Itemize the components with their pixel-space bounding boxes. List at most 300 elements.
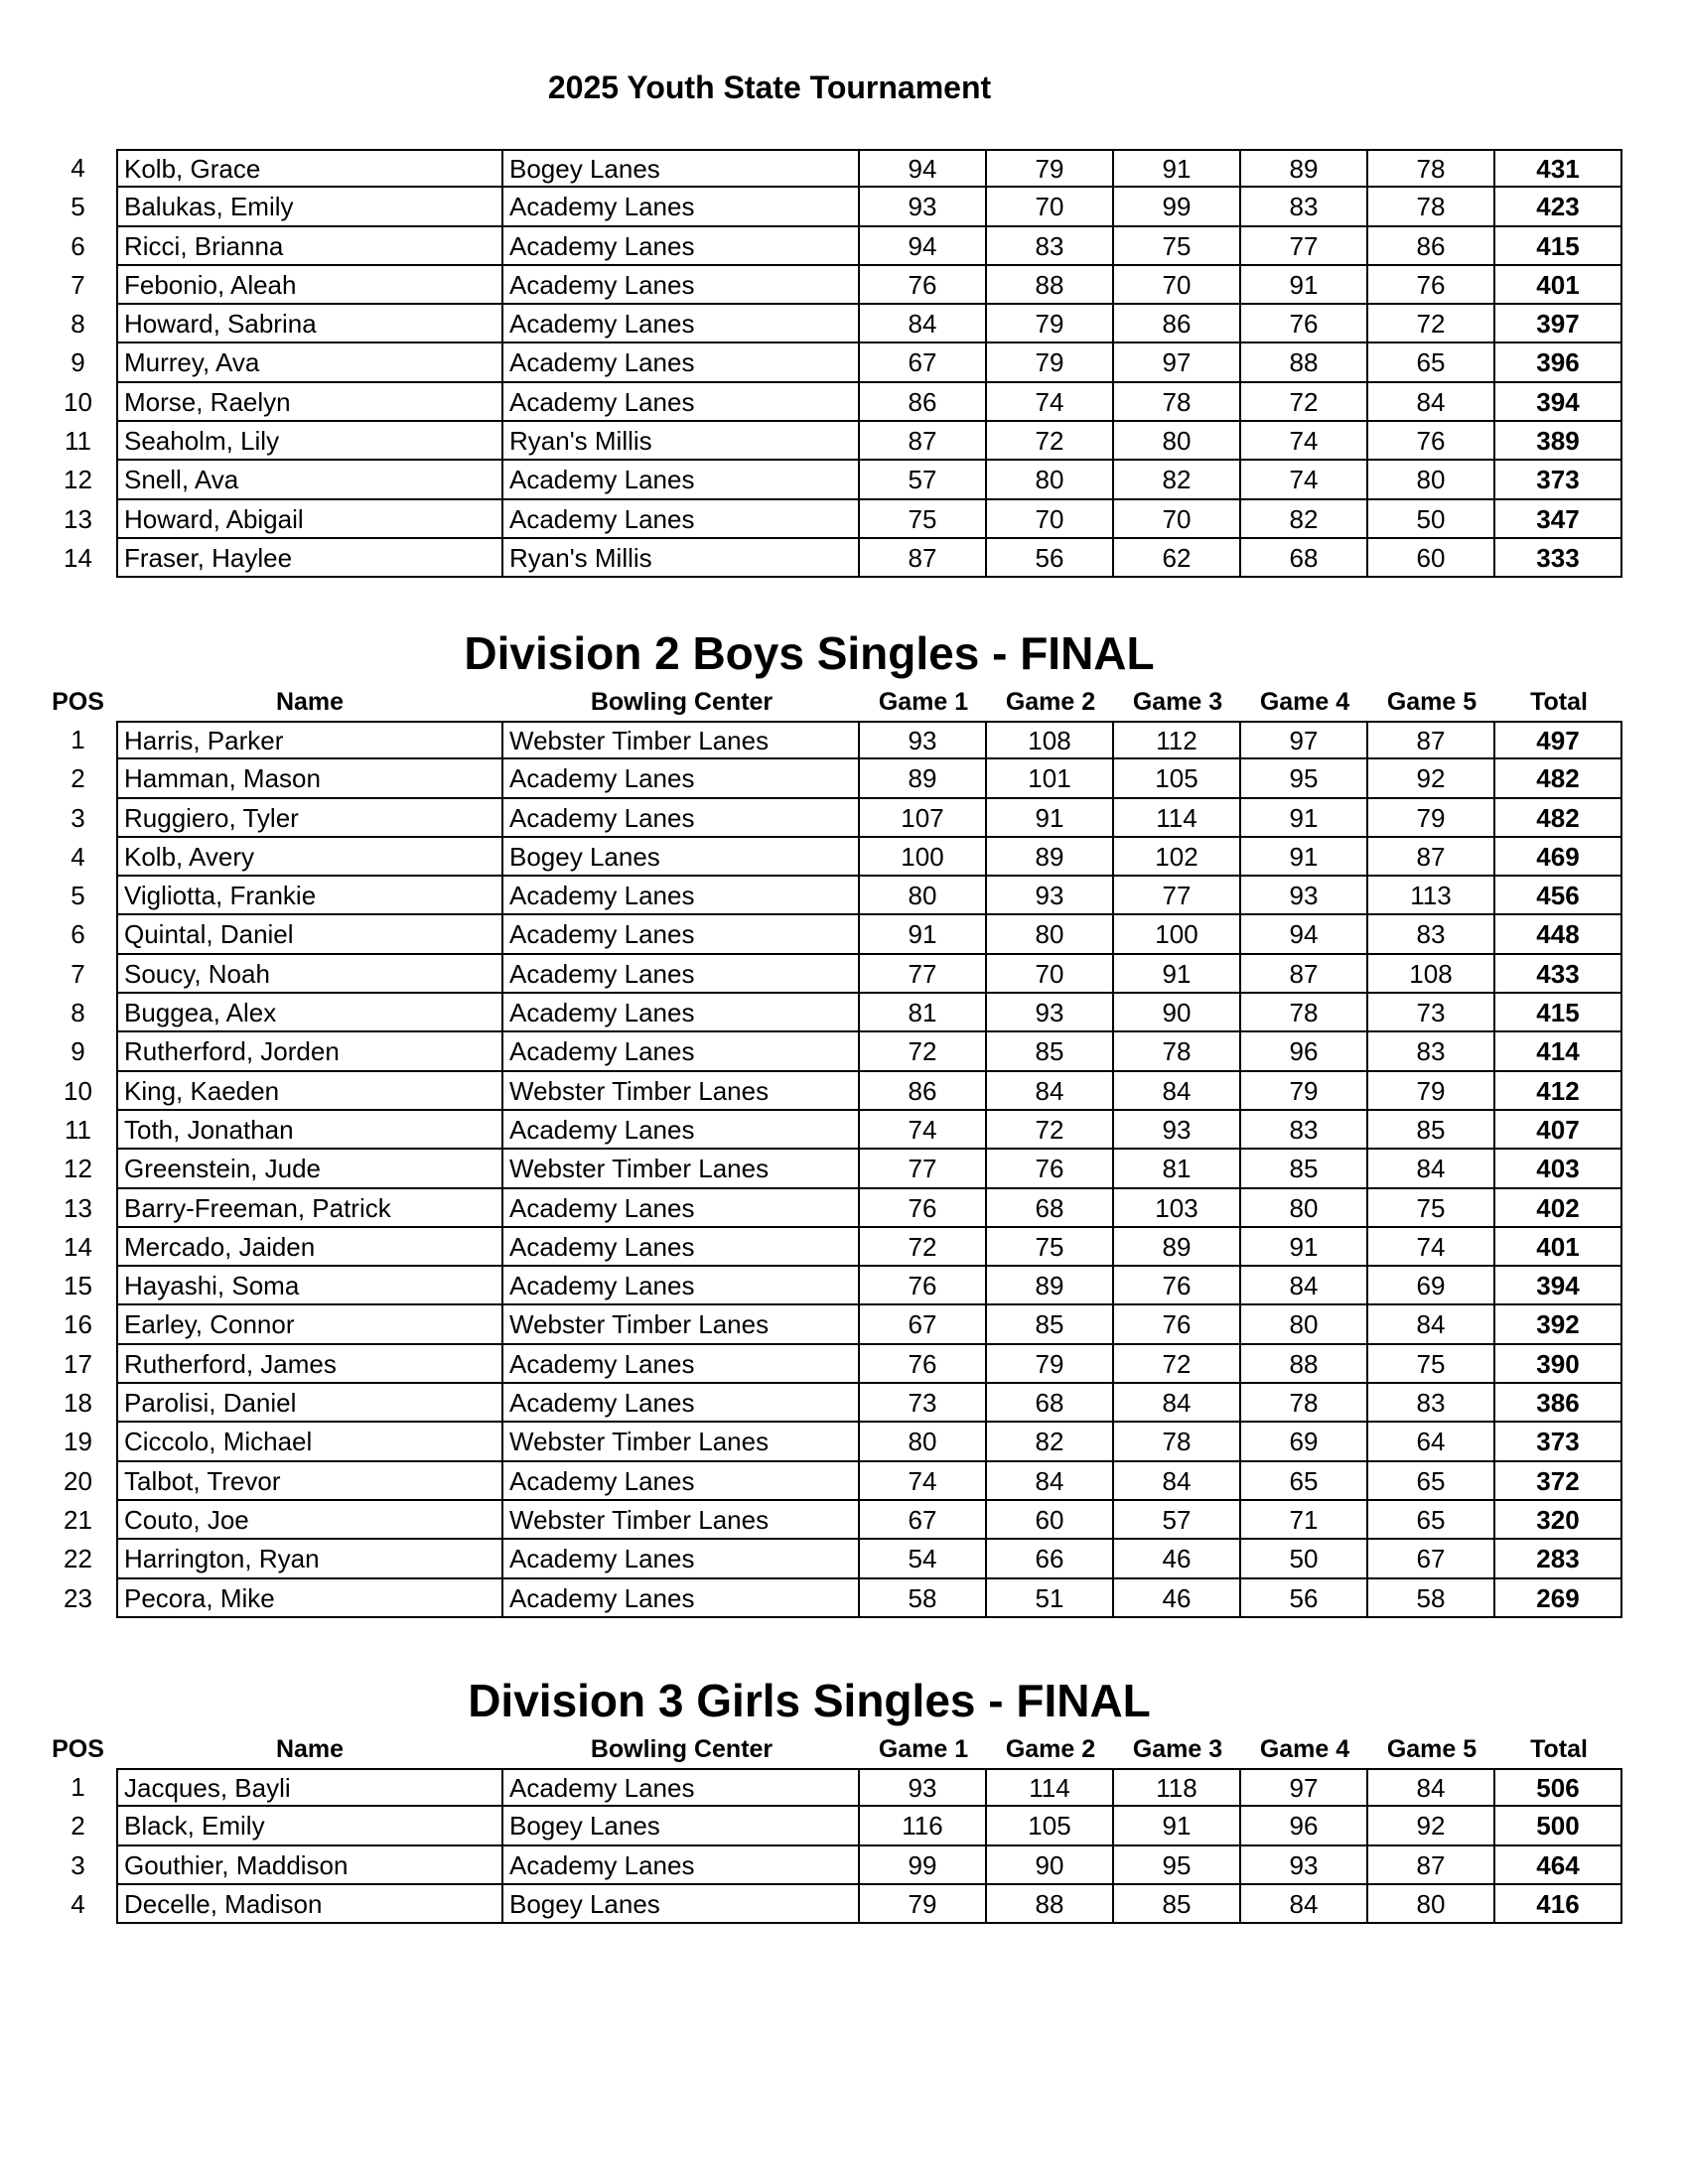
pos-cell: 21 — [64, 1504, 92, 1535]
name-cell: Jacques, Bayli — [116, 1768, 503, 1807]
header-name: Name — [275, 688, 345, 716]
game-4-cell: 87 — [1241, 955, 1368, 994]
pos-cell: 6 — [70, 230, 85, 261]
table-row — [40, 1384, 1628, 1423]
total-cell: 372 — [1495, 1462, 1622, 1501]
game-3-cell: 57 — [1114, 1501, 1241, 1540]
page-title: 2025 Youth State Tournament — [547, 69, 992, 105]
game-4-cell: 88 — [1241, 1345, 1368, 1384]
game-5-cell: 84 — [1368, 383, 1495, 422]
game-2-cell: 83 — [987, 227, 1114, 266]
table-row — [40, 799, 1628, 838]
game-3-cell: 78 — [1114, 1032, 1241, 1071]
game-3-cell: 46 — [1114, 1540, 1241, 1578]
game-2-cell: 89 — [987, 1267, 1114, 1305]
name-cell: Ciccolo, Michael — [116, 1423, 503, 1461]
table-row — [40, 461, 1628, 499]
name-cell: Soucy, Noah — [116, 955, 503, 994]
header-total: Total — [1530, 688, 1588, 716]
game-4-cell: 94 — [1241, 915, 1368, 954]
bowling-center-cell: Academy Lanes — [503, 1384, 860, 1423]
total-cell: 386 — [1495, 1384, 1622, 1423]
bowling-center-cell: Academy Lanes — [503, 1228, 860, 1267]
game-1-cell: 80 — [860, 1423, 987, 1461]
pos-cell: 19 — [64, 1427, 92, 1457]
table-row — [40, 149, 1628, 188]
game-2-cell: 90 — [987, 1846, 1114, 1885]
name-cell: Murrey, Ava — [116, 343, 503, 382]
game-3-cell: 84 — [1114, 1462, 1241, 1501]
total-cell: 415 — [1495, 994, 1622, 1032]
game-2-cell: 51 — [987, 1579, 1114, 1618]
game-4-cell: 78 — [1241, 1384, 1368, 1423]
game-5-cell: 64 — [1368, 1423, 1495, 1461]
game-1-cell: 74 — [860, 1462, 987, 1501]
table-row — [40, 422, 1628, 461]
game-2-cell: 70 — [987, 955, 1114, 994]
game-3-cell: 118 — [1114, 1768, 1241, 1807]
header-game-2: Game 2 — [1005, 1735, 1096, 1763]
game-1-cell: 89 — [860, 759, 987, 798]
game-2-cell: 74 — [987, 383, 1114, 422]
header-game-1: Game 1 — [878, 688, 969, 716]
game-4-cell: 71 — [1241, 1501, 1368, 1540]
game-5-cell: 79 — [1368, 799, 1495, 838]
game-5-cell: 78 — [1368, 149, 1495, 188]
total-cell: 416 — [1495, 1885, 1622, 1924]
table-row — [40, 955, 1628, 994]
name-cell: Harrington, Ryan — [116, 1540, 503, 1578]
bowling-center-cell: Academy Lanes — [503, 188, 860, 226]
game-5-cell: 108 — [1368, 955, 1495, 994]
game-3-cell: 70 — [1114, 500, 1241, 539]
name-cell: Quintal, Daniel — [116, 915, 503, 954]
game-1-cell: 81 — [860, 994, 987, 1032]
game-4-cell: 89 — [1241, 149, 1368, 188]
section-title: Division 2 Boys Singles - FINAL — [464, 627, 1155, 679]
game-3-cell: 89 — [1114, 1228, 1241, 1267]
pos-cell: 14 — [64, 542, 92, 573]
pos-cell: 6 — [70, 919, 85, 950]
name-cell: Rutherford, Jorden — [116, 1032, 503, 1071]
bowling-center-cell: Academy Lanes — [503, 1846, 860, 1885]
game-1-cell: 67 — [860, 343, 987, 382]
total-cell: 414 — [1495, 1032, 1622, 1071]
name-cell: Decelle, Madison — [116, 1885, 503, 1924]
total-cell: 390 — [1495, 1345, 1622, 1384]
game-5-cell: 65 — [1368, 343, 1495, 382]
game-4-cell: 96 — [1241, 1032, 1368, 1071]
name-cell: Hamman, Mason — [116, 759, 503, 798]
game-1-cell: 80 — [860, 877, 987, 915]
game-4-cell: 76 — [1241, 305, 1368, 343]
division-2-boys-singles-section — [40, 623, 1628, 1618]
total-cell: 423 — [1495, 188, 1622, 226]
game-1-cell: 67 — [860, 1305, 987, 1344]
game-5-cell: 80 — [1368, 1885, 1495, 1924]
game-5-cell: 50 — [1368, 500, 1495, 539]
table-row — [40, 838, 1628, 877]
game-5-cell: 69 — [1368, 1267, 1495, 1305]
bowling-center-cell: Webster Timber Lanes — [503, 1423, 860, 1461]
results-table — [40, 1768, 1628, 1924]
name-cell: Snell, Ava — [116, 461, 503, 499]
game-2-cell: 79 — [987, 149, 1114, 188]
table-row — [40, 1111, 1628, 1150]
total-cell: 347 — [1495, 500, 1622, 539]
name-cell: Buggea, Alex — [116, 994, 503, 1032]
game-2-cell: 72 — [987, 422, 1114, 461]
game-4-cell: 93 — [1241, 877, 1368, 915]
name-cell: Ruggiero, Tyler — [116, 799, 503, 838]
name-cell: Hayashi, Soma — [116, 1267, 503, 1305]
total-cell: 448 — [1495, 915, 1622, 954]
game-2-cell: 68 — [987, 1384, 1114, 1423]
game-2-cell: 76 — [987, 1150, 1114, 1188]
game-3-cell: 82 — [1114, 461, 1241, 499]
game-5-cell: 86 — [1368, 227, 1495, 266]
name-cell: Gouthier, Maddison — [116, 1846, 503, 1885]
bowling-center-cell: Bogey Lanes — [503, 1885, 860, 1924]
pos-cell: 4 — [70, 841, 85, 872]
game-5-cell: 87 — [1368, 838, 1495, 877]
game-2-cell: 80 — [987, 915, 1114, 954]
bowling-center-cell: Academy Lanes — [503, 1345, 860, 1384]
game-4-cell: 91 — [1241, 1228, 1368, 1267]
game-3-cell: 85 — [1114, 1885, 1241, 1924]
bowling-center-cell: Bogey Lanes — [503, 838, 860, 877]
total-cell: 396 — [1495, 343, 1622, 382]
game-2-cell: 70 — [987, 188, 1114, 226]
header-game-4: Game 4 — [1259, 688, 1350, 716]
total-cell: 403 — [1495, 1150, 1622, 1188]
header-bowling-center: Bowling Center — [590, 688, 774, 716]
game-3-cell: 99 — [1114, 188, 1241, 226]
game-1-cell: 67 — [860, 1501, 987, 1540]
pos-cell: 13 — [64, 1192, 92, 1223]
total-cell: 401 — [1495, 266, 1622, 305]
game-3-cell: 93 — [1114, 1111, 1241, 1150]
game-2-cell: 108 — [987, 721, 1114, 759]
game-5-cell: 58 — [1368, 1579, 1495, 1618]
total-cell: 482 — [1495, 759, 1622, 798]
game-4-cell: 84 — [1241, 1885, 1368, 1924]
game-4-cell: 79 — [1241, 1072, 1368, 1111]
table-row — [40, 721, 1628, 759]
total-cell: 269 — [1495, 1579, 1622, 1618]
table-row — [40, 1540, 1628, 1578]
game-4-cell: 69 — [1241, 1423, 1368, 1461]
game-5-cell: 78 — [1368, 188, 1495, 226]
total-cell: 394 — [1495, 1267, 1622, 1305]
name-cell: Talbot, Trevor — [116, 1462, 503, 1501]
game-5-cell: 72 — [1368, 305, 1495, 343]
table-row — [40, 227, 1628, 266]
pos-cell: 8 — [70, 998, 85, 1028]
table-row — [40, 1345, 1628, 1384]
division-3-girls-singles-section — [40, 1671, 1628, 1924]
game-3-cell: 114 — [1114, 799, 1241, 838]
total-cell: 482 — [1495, 799, 1622, 838]
header-game-4: Game 4 — [1259, 1735, 1350, 1763]
game-5-cell: 92 — [1368, 1807, 1495, 1845]
game-5-cell: 83 — [1368, 1384, 1495, 1423]
bowling-center-cell: Academy Lanes — [503, 383, 860, 422]
game-5-cell: 74 — [1368, 1228, 1495, 1267]
table-row — [40, 1228, 1628, 1267]
game-2-cell: 56 — [987, 539, 1114, 578]
name-cell: Seaholm, Lily — [116, 422, 503, 461]
game-2-cell: 84 — [987, 1462, 1114, 1501]
game-2-cell: 70 — [987, 500, 1114, 539]
game-3-cell: 62 — [1114, 539, 1241, 578]
name-cell: Kolb, Grace — [116, 149, 503, 188]
game-1-cell: 86 — [860, 1072, 987, 1111]
game-4-cell: 65 — [1241, 1462, 1368, 1501]
game-1-cell: 93 — [860, 188, 987, 226]
header-game-3: Game 3 — [1132, 688, 1223, 716]
game-5-cell: 84 — [1368, 1768, 1495, 1807]
game-4-cell: 91 — [1241, 838, 1368, 877]
game-2-cell: 79 — [987, 1345, 1114, 1384]
bowling-center-cell: Webster Timber Lanes — [503, 1305, 860, 1344]
game-1-cell: 93 — [860, 721, 987, 759]
game-1-cell: 99 — [860, 1846, 987, 1885]
game-2-cell: 101 — [987, 759, 1114, 798]
game-3-cell: 70 — [1114, 266, 1241, 305]
game-1-cell: 100 — [860, 838, 987, 877]
game-3-cell: 91 — [1114, 1807, 1241, 1845]
game-5-cell: 67 — [1368, 1540, 1495, 1578]
game-1-cell: 79 — [860, 1885, 987, 1924]
game-2-cell: 114 — [987, 1768, 1114, 1807]
total-cell: 333 — [1495, 539, 1622, 578]
game-1-cell: 86 — [860, 383, 987, 422]
total-cell: 415 — [1495, 227, 1622, 266]
table-row — [40, 1072, 1628, 1111]
table-row — [40, 1885, 1628, 1924]
game-2-cell: 79 — [987, 305, 1114, 343]
pos-cell: 3 — [70, 802, 85, 833]
name-cell: Parolisi, Daniel — [116, 1384, 503, 1423]
game-1-cell: 75 — [860, 500, 987, 539]
pos-cell: 4 — [70, 153, 85, 183]
game-3-cell: 84 — [1114, 1072, 1241, 1111]
game-3-cell: 77 — [1114, 877, 1241, 915]
results-table — [40, 149, 1628, 578]
pos-cell: 18 — [64, 1388, 92, 1419]
game-2-cell: 66 — [987, 1540, 1114, 1578]
bowling-center-cell: Academy Lanes — [503, 500, 860, 539]
game-3-cell: 80 — [1114, 422, 1241, 461]
name-cell: Kolb, Avery — [116, 838, 503, 877]
pos-cell: 23 — [64, 1582, 92, 1613]
game-4-cell: 97 — [1241, 721, 1368, 759]
table-row — [40, 1846, 1628, 1885]
bowling-center-cell: Academy Lanes — [503, 759, 860, 798]
table-row — [40, 266, 1628, 305]
game-1-cell: 54 — [860, 1540, 987, 1578]
total-cell: 456 — [1495, 877, 1622, 915]
pos-cell: 11 — [65, 426, 91, 457]
total-cell: 506 — [1495, 1768, 1622, 1807]
bowling-center-cell: Academy Lanes — [503, 877, 860, 915]
game-2-cell: 84 — [987, 1072, 1114, 1111]
game-4-cell: 91 — [1241, 266, 1368, 305]
game-3-cell: 90 — [1114, 994, 1241, 1032]
game-1-cell: 76 — [860, 1345, 987, 1384]
game-1-cell: 72 — [860, 1228, 987, 1267]
game-4-cell: 68 — [1241, 539, 1368, 578]
game-5-cell: 92 — [1368, 759, 1495, 798]
game-5-cell: 87 — [1368, 721, 1495, 759]
game-3-cell: 103 — [1114, 1189, 1241, 1228]
game-3-cell: 100 — [1114, 915, 1241, 954]
name-cell: Black, Emily — [116, 1807, 503, 1845]
name-cell: King, Kaeden — [116, 1072, 503, 1111]
total-cell: 283 — [1495, 1540, 1622, 1578]
game-5-cell: 85 — [1368, 1111, 1495, 1150]
table-row — [40, 1462, 1628, 1501]
game-3-cell: 95 — [1114, 1846, 1241, 1885]
game-1-cell: 77 — [860, 1150, 987, 1188]
bowling-center-cell: Bogey Lanes — [503, 149, 860, 188]
bowling-center-cell: Academy Lanes — [503, 1462, 860, 1501]
bowling-center-cell: Academy Lanes — [503, 1111, 860, 1150]
table-row — [40, 1423, 1628, 1461]
game-2-cell: 91 — [987, 799, 1114, 838]
name-cell: Rutherford, James — [116, 1345, 503, 1384]
total-cell: 373 — [1495, 1423, 1622, 1461]
name-cell: Howard, Sabrina — [116, 305, 503, 343]
game-4-cell: 74 — [1241, 461, 1368, 499]
game-2-cell: 88 — [987, 1885, 1114, 1924]
table-row — [40, 1501, 1628, 1540]
table-row — [40, 1267, 1628, 1305]
bowling-center-cell: Webster Timber Lanes — [503, 1072, 860, 1111]
bowling-center-cell: Webster Timber Lanes — [503, 721, 860, 759]
total-cell: 500 — [1495, 1807, 1622, 1845]
table-row — [40, 1305, 1628, 1344]
header-game-2: Game 2 — [1005, 688, 1096, 716]
game-3-cell: 102 — [1114, 838, 1241, 877]
bowling-center-cell: Webster Timber Lanes — [503, 1501, 860, 1540]
total-cell: 412 — [1495, 1072, 1622, 1111]
name-cell: Pecora, Mike — [116, 1579, 503, 1618]
game-5-cell: 76 — [1368, 266, 1495, 305]
game-2-cell: 80 — [987, 461, 1114, 499]
pos-cell: 1 — [70, 725, 85, 754]
pos-cell: 16 — [64, 1309, 92, 1340]
name-cell: Mercado, Jaiden — [116, 1228, 503, 1267]
pos-cell: 15 — [64, 1271, 92, 1301]
game-1-cell: 74 — [860, 1111, 987, 1150]
game-3-cell: 76 — [1114, 1267, 1241, 1305]
bowling-center-cell: Academy Lanes — [503, 305, 860, 343]
game-4-cell: 93 — [1241, 1846, 1368, 1885]
name-cell: Toth, Jonathan — [116, 1111, 503, 1150]
game-2-cell: 85 — [987, 1305, 1114, 1344]
name-cell: Couto, Joe — [116, 1501, 503, 1540]
game-3-cell: 105 — [1114, 759, 1241, 798]
game-2-cell: 93 — [987, 994, 1114, 1032]
game-4-cell: 50 — [1241, 1540, 1368, 1578]
game-3-cell: 86 — [1114, 305, 1241, 343]
game-4-cell: 83 — [1241, 1111, 1368, 1150]
game-4-cell: 91 — [1241, 799, 1368, 838]
game-4-cell: 97 — [1241, 1768, 1368, 1807]
table-row — [40, 877, 1628, 915]
game-2-cell: 89 — [987, 838, 1114, 877]
game-1-cell: 116 — [860, 1807, 987, 1845]
name-cell: Vigliotta, Frankie — [116, 877, 503, 915]
game-4-cell: 80 — [1241, 1189, 1368, 1228]
name-cell: Barry-Freeman, Patrick — [116, 1189, 503, 1228]
table-row — [40, 383, 1628, 422]
total-cell: 433 — [1495, 955, 1622, 994]
bowling-center-cell: Academy Lanes — [503, 1032, 860, 1071]
pos-cell: 14 — [64, 1231, 92, 1262]
table-row — [40, 1579, 1628, 1618]
game-2-cell: 82 — [987, 1423, 1114, 1461]
game-3-cell: 75 — [1114, 227, 1241, 266]
game-2-cell: 68 — [987, 1189, 1114, 1228]
name-cell: Ricci, Brianna — [116, 227, 503, 266]
game-4-cell: 56 — [1241, 1579, 1368, 1618]
game-1-cell: 76 — [860, 1189, 987, 1228]
name-cell: Earley, Connor — [116, 1305, 503, 1344]
pos-cell: 12 — [64, 1154, 92, 1184]
bowling-center-cell: Academy Lanes — [503, 915, 860, 954]
table-row — [40, 1150, 1628, 1188]
game-2-cell: 105 — [987, 1807, 1114, 1845]
bowling-center-cell: Bogey Lanes — [503, 1807, 860, 1845]
game-5-cell: 60 — [1368, 539, 1495, 578]
game-4-cell: 82 — [1241, 500, 1368, 539]
header-game-3: Game 3 — [1132, 1735, 1223, 1763]
results-section-continued — [40, 149, 1628, 578]
game-1-cell: 77 — [860, 955, 987, 994]
game-3-cell: 78 — [1114, 1423, 1241, 1461]
bowling-center-cell: Academy Lanes — [503, 1189, 860, 1228]
header-name: Name — [275, 1735, 345, 1763]
pos-cell: 9 — [70, 1036, 85, 1067]
game-1-cell: 91 — [860, 915, 987, 954]
header-pos: POS — [52, 688, 104, 716]
pos-cell: 8 — [70, 309, 85, 340]
game-3-cell: 78 — [1114, 383, 1241, 422]
bowling-center-cell: Ryan's Millis — [503, 539, 860, 578]
game-4-cell: 85 — [1241, 1150, 1368, 1188]
pos-cell: 4 — [70, 1888, 85, 1919]
game-5-cell: 76 — [1368, 422, 1495, 461]
game-3-cell: 46 — [1114, 1579, 1241, 1618]
game-1-cell: 93 — [860, 1768, 987, 1807]
table-row — [40, 1768, 1628, 1807]
name-cell: Febonio, Aleah — [116, 266, 503, 305]
pos-cell: 2 — [70, 763, 85, 794]
name-cell: Morse, Raelyn — [116, 383, 503, 422]
table-row — [40, 343, 1628, 382]
name-cell: Howard, Abigail — [116, 500, 503, 539]
header-pos: POS — [52, 1735, 104, 1763]
total-cell: 392 — [1495, 1305, 1622, 1344]
game-4-cell: 96 — [1241, 1807, 1368, 1845]
bowling-center-cell: Academy Lanes — [503, 461, 860, 499]
total-cell: 464 — [1495, 1846, 1622, 1885]
table-row — [40, 759, 1628, 798]
pos-cell: 1 — [70, 1772, 85, 1802]
